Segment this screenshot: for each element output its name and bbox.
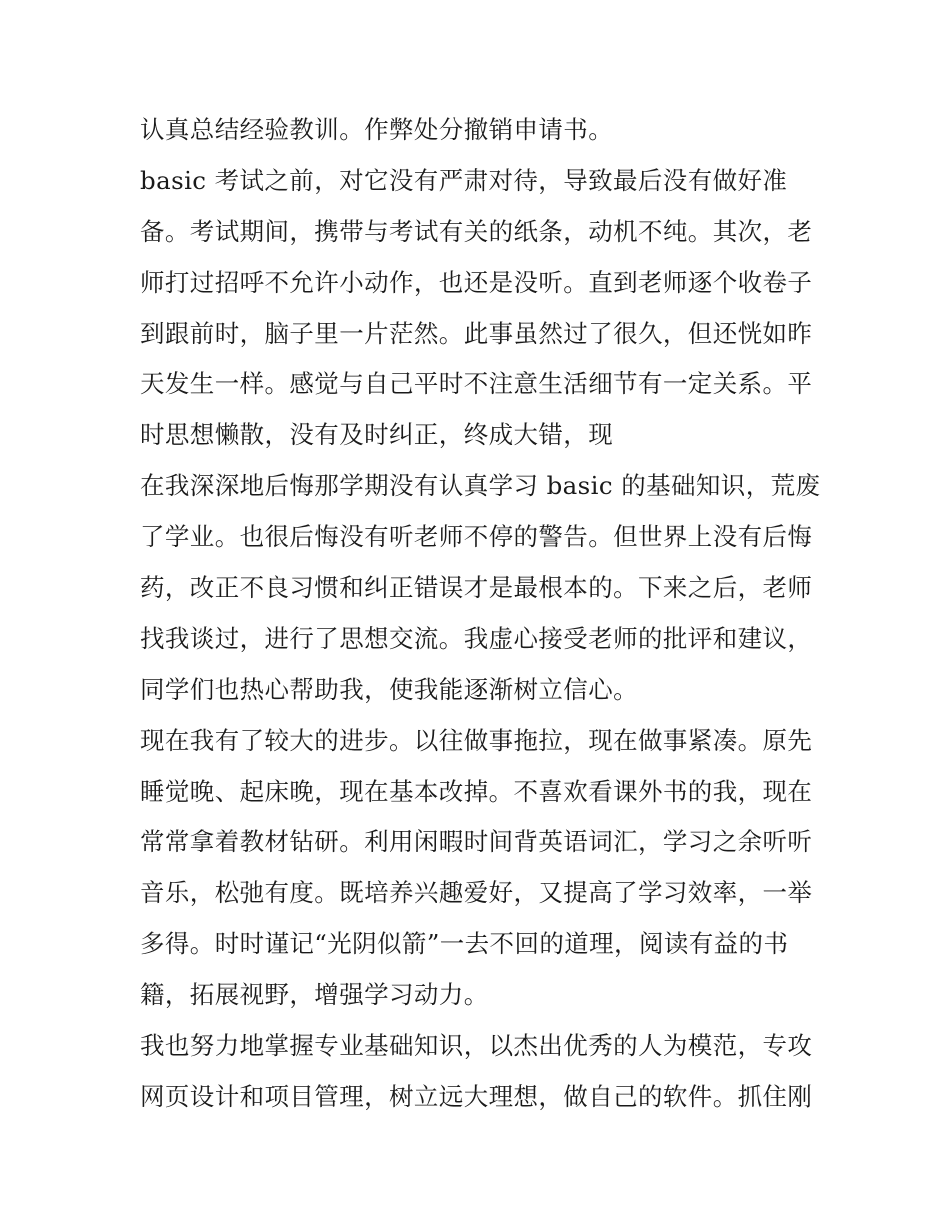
- text-line: 了学业。也很后悔没有听老师不停的警告。但世界上没有后悔: [140, 522, 813, 552]
- document-body: [140, 105, 840, 1123]
- text-line: 同学们也热心帮助我，使我能逐渐树立信心。: [140, 674, 638, 704]
- text-line: 认真总结经验教训。作弊处分撤销申请书。: [140, 115, 614, 144]
- text-line: 音乐，松弛有度。既培养兴趣爱好，又提高了学习效率，一举: [140, 878, 813, 908]
- text-line: 睡觉晚、起床晚，现在基本改掉。不喜欢看课外书的我，现在: [140, 776, 813, 806]
- text-line: 备。考试期间，携带与考试有关的纸条，动机不纯。其次，老: [140, 216, 813, 246]
- text-line: 药，改正不良习惯和纠正错误才是最根本的。下来之后，老师: [140, 573, 813, 603]
- text-line: 到跟前时，脑子里一片茫然。此事虽然过了很久，但还恍如昨: [140, 318, 813, 348]
- text-line: 我也努力地掌握专业基础知识，以杰出优秀的人为模范，专攻: [140, 1031, 813, 1061]
- text-line: 找我谈过，进行了思想交流。我虚心接受老师的批评和建议，: [140, 623, 813, 653]
- text-line: 师打过招呼不允许小动作，也还是没听。直到老师逐个收卷子: [140, 267, 813, 297]
- text-line: 时思想懒散，没有及时纠正，终成大错，现: [140, 420, 614, 450]
- text-line: 现在我有了较大的进步。以往做事拖拉，现在做事紧凑。原先: [140, 725, 813, 755]
- text-line: 网页设计和项目管理，树立远大理想，做自己的软件。抓住刚: [140, 1081, 813, 1111]
- text-line: 多得。时时谨记“光阴似箭”一去不回的道理，阅读有益的书: [140, 929, 789, 959]
- text-line: 常常拿着教材钻研。利用闲暇时间背英语词汇，学习之余听听: [140, 827, 813, 857]
- text-line: 在我深深地后悔那学期没有认真学习 basic 的基础知识，荒废: [140, 471, 821, 501]
- text-line: 籍，拓展视野，增强学习动力。: [140, 980, 489, 1010]
- text-line: basic 考试之前，对它没有严肃对待，导致最后没有做好准: [140, 165, 788, 195]
- text-line: 天发生一样。感觉与自己平时不注意生活细节有一定关系。平: [140, 369, 813, 399]
